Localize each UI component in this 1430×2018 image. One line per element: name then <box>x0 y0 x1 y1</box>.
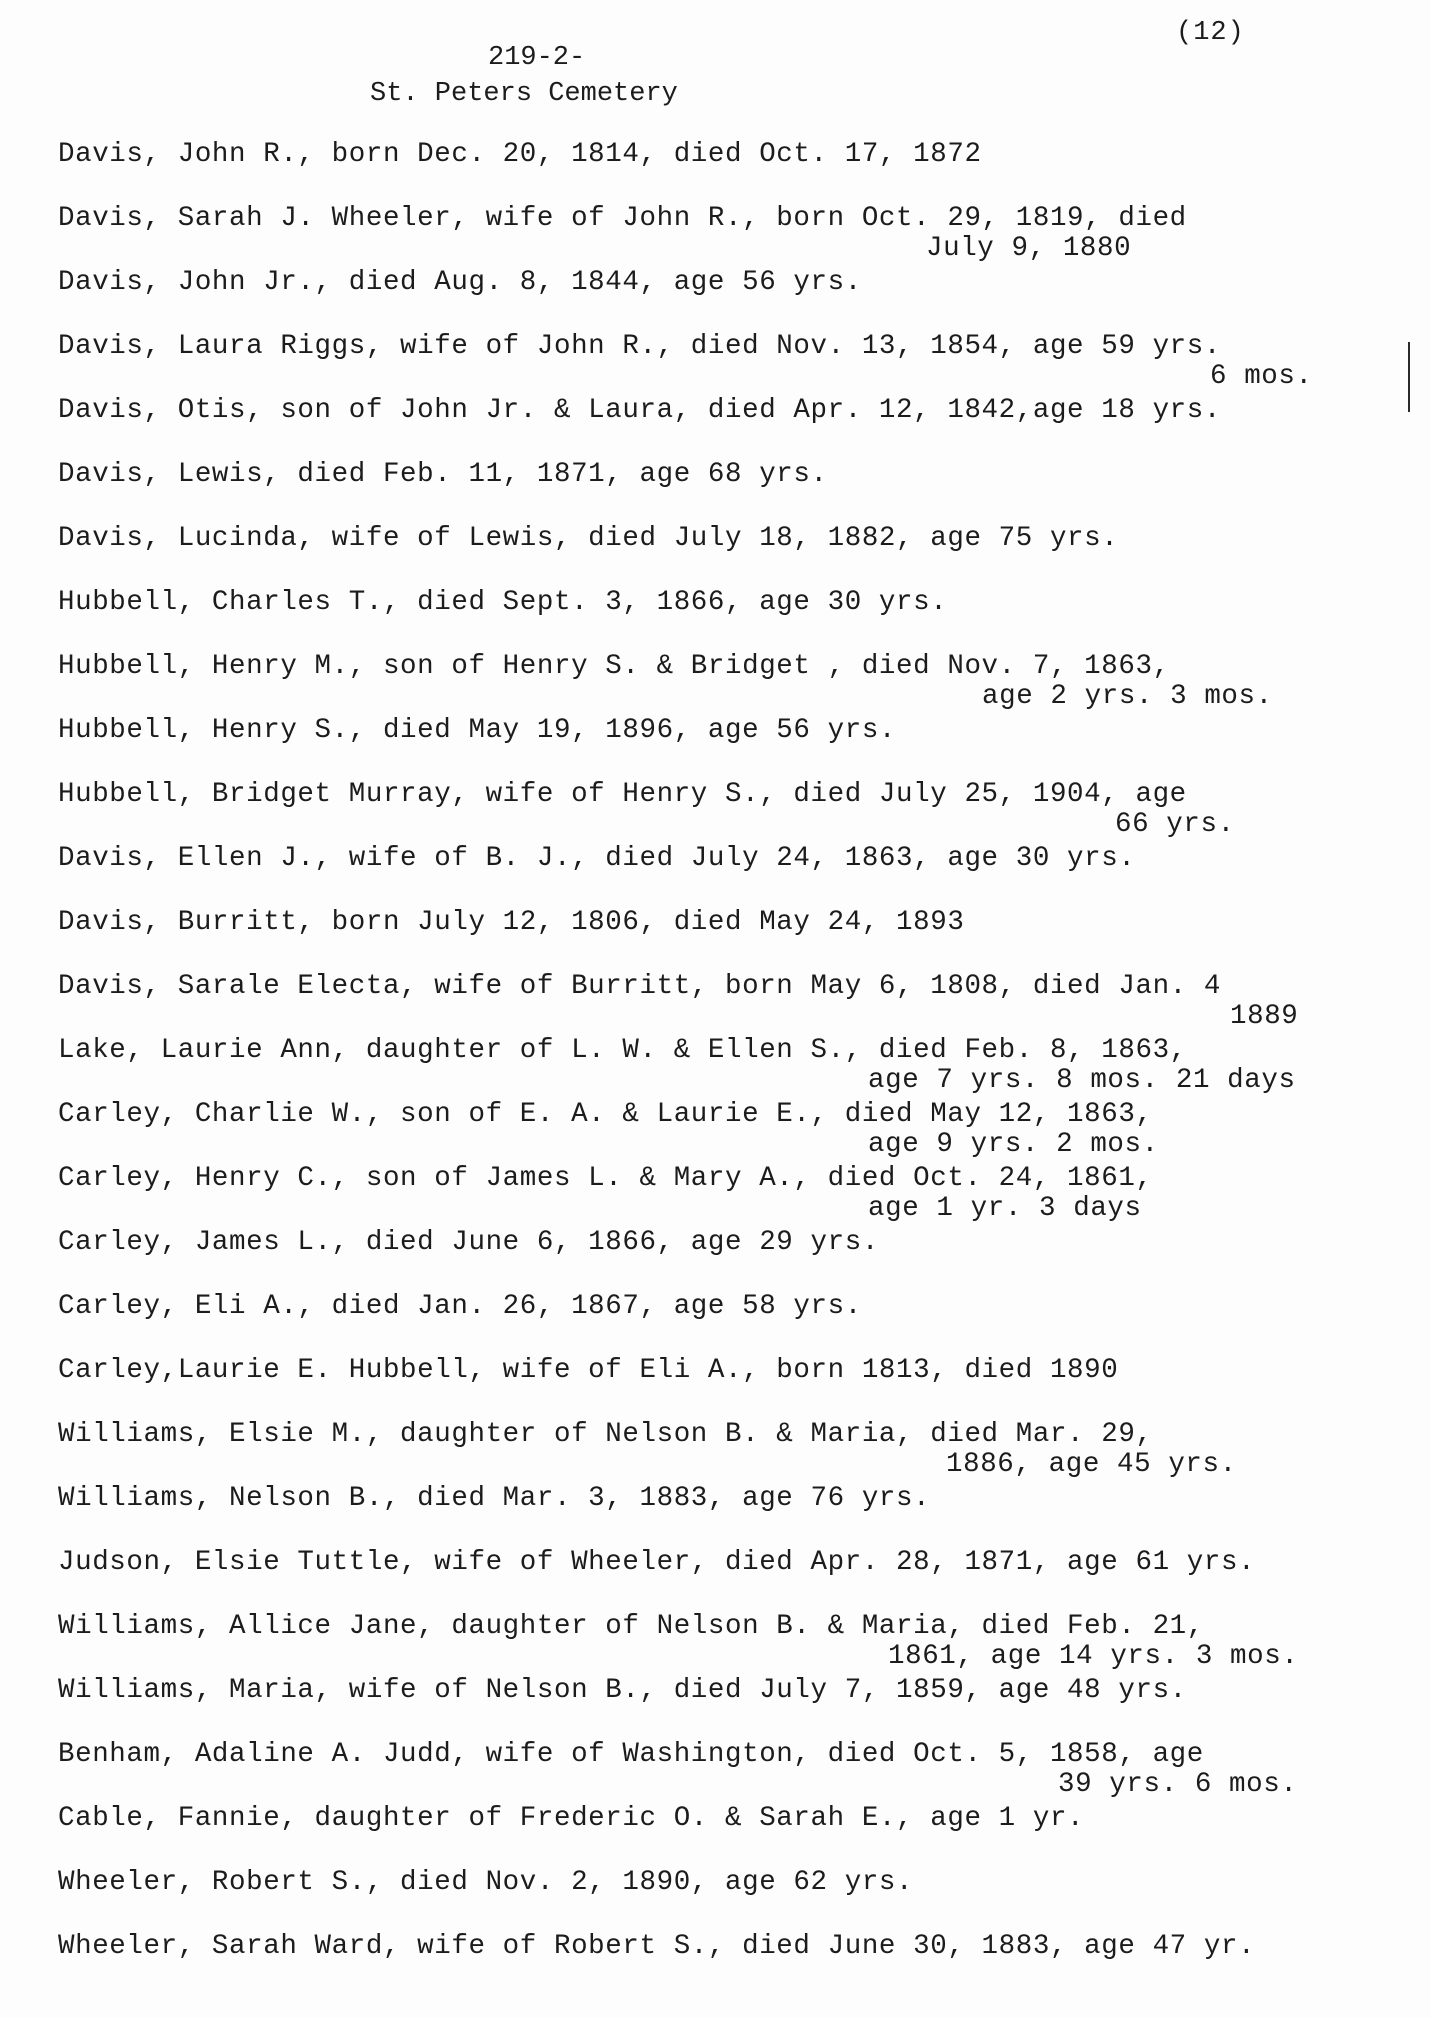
burial-entry <box>58 1162 1408 1226</box>
entry-text: Davis, Lucinda, wife of Lewis, died July 18, 1882, age 75 yrs. <box>58 523 1119 554</box>
burial-entry <box>58 586 1408 650</box>
burial-entry <box>58 1482 1408 1546</box>
entry-text: Benham, Adaline A. Judd, wife of Washington, died Oct. 5, 1858, age <box>58 1739 1204 1770</box>
entry-continuation: 66 yrs. <box>1115 809 1235 840</box>
entry-text: Wheeler, Robert S., died Nov. 2, 1890, age 62 yrs. <box>58 1867 914 1898</box>
burial-entry <box>58 138 1408 202</box>
burial-entry <box>58 842 1408 906</box>
entry-text: Carley, James L., died June 6, 1866, age 29 yrs. <box>58 1227 879 1258</box>
entry-text: Hubbell, Bridget Murray, wife of Henry S., died July 25, 1904, age <box>58 779 1187 810</box>
page-number: (12) <box>1176 18 1245 48</box>
entry-continuation: 1889 <box>1230 1001 1299 1032</box>
entry-text: Carley, Eli A., died Jan. 26, 1867, age 58 yrs. <box>58 1291 862 1322</box>
burial-entry <box>58 1290 1408 1354</box>
entry-text: Judson, Elsie Tuttle, wife of Wheeler, died Apr. 28, 1871, age 61 yrs. <box>58 1547 1256 1578</box>
entry-continuation: age 7 yrs. 8 mos. 21 days <box>868 1065 1296 1096</box>
entry-text: Carley, Henry C., son of James L. & Mary A., died Oct. 24, 1861, <box>58 1163 1153 1194</box>
entry-continuation: age 9 yrs. 2 mos. <box>868 1129 1159 1160</box>
entry-text: Davis, Lewis, died Feb. 11, 1871, age 68 yrs. <box>58 459 828 490</box>
entry-text: Davis, John Jr., died Aug. 8, 1844, age 56 yrs. <box>58 267 862 298</box>
entry-text: Davis, Laura Riggs, wife of John R., died Nov. 13, 1854, age 59 yrs. <box>58 331 1221 362</box>
burial-entry <box>58 906 1408 970</box>
entry-text: Hubbell, Henry S., died May 19, 1896, age 56 yrs. <box>58 715 897 746</box>
burial-entry <box>58 394 1408 458</box>
entry-continuation: age 2 yrs. 3 mos. <box>982 681 1273 712</box>
burial-entry <box>58 1738 1408 1802</box>
burial-entry <box>58 522 1408 586</box>
entry-continuation: 1861, age 14 yrs. 3 mos. <box>888 1641 1299 1672</box>
entry-continuation: 1886, age 45 yrs. <box>946 1449 1237 1480</box>
burial-entry <box>58 650 1408 714</box>
entry-text: Williams, Elsie M., daughter of Nelson B. & Maria, died Mar. 29, <box>58 1419 1153 1450</box>
entry-text: Davis, Otis, son of John Jr. & Laura, died Apr. 12, 1842,age 18 yrs. <box>58 395 1221 426</box>
entry-text: Carley, Charlie W., son of E. A. & Laurie E., died May 12, 1863, <box>58 1099 1153 1130</box>
entry-text: Hubbell, Henry M., son of Henry S. & Bridget , died Nov. 7, 1863, <box>58 651 1170 682</box>
entry-text: Wheeler, Sarah Ward, wife of Robert S., died June 30, 1883, age 47 yr. <box>58 1931 1256 1962</box>
burial-entry <box>58 1866 1408 1930</box>
burial-entry <box>58 1674 1408 1738</box>
entry-continuation: 39 yrs. 6 mos. <box>1058 1769 1298 1800</box>
entry-text: Williams, Nelson B., died Mar. 3, 1883, age 76 yrs. <box>58 1483 931 1514</box>
entry-text: Hubbell, Charles T., died Sept. 3, 1866, age 30 yrs. <box>58 587 948 618</box>
burial-entry <box>58 1354 1408 1418</box>
entry-text: Davis, John R., born Dec. 20, 1814, died Oct. 17, 1872 <box>58 139 982 170</box>
entry-text: Carley,Laurie E. Hubbell, wife of Eli A., born 1813, died 1890 <box>58 1355 1119 1386</box>
burial-entry <box>58 1930 1408 1994</box>
burial-entry <box>58 1802 1408 1866</box>
entry-text: Davis, Sarale Electa, wife of Burritt, born May 6, 1808, died Jan. 4 <box>58 971 1221 1002</box>
burial-entry <box>58 970 1408 1034</box>
entry-text: Williams, Allice Jane, daughter of Nelson B. & Maria, died Feb. 21, <box>58 1611 1204 1642</box>
entry-continuation: 6 mos. <box>1210 361 1313 392</box>
burial-entry <box>58 1098 1408 1162</box>
entry-continuation: age 1 yr. 3 days <box>868 1193 1142 1224</box>
document-header <box>370 40 678 112</box>
entry-text: Davis, Sarah J. Wheeler, wife of John R., born Oct. 29, 1819, died <box>58 203 1187 234</box>
entry-text: Williams, Maria, wife of Nelson B., died July 7, 1859, age 48 yrs. <box>58 1675 1187 1706</box>
burial-entry <box>58 330 1408 394</box>
page-title: St. Peters Cemetery <box>370 79 678 109</box>
reference-number: 219-2- <box>488 43 586 73</box>
burial-entry <box>58 266 1408 330</box>
burial-entry <box>58 458 1408 522</box>
entry-text: Lake, Laurie Ann, daughter of L. W. & Ellen S., died Feb. 8, 1863, <box>58 1035 1187 1066</box>
entry-text: Cable, Fannie, daughter of Frederic O. & Sarah E., age 1 yr. <box>58 1803 1085 1834</box>
burial-entry <box>58 1418 1408 1482</box>
entry-continuation: July 9, 1880 <box>926 233 1132 264</box>
burial-entry <box>58 714 1408 778</box>
entry-text: Davis, Ellen J., wife of B. J., died July 24, 1863, age 30 yrs. <box>58 843 1136 874</box>
burial-entry <box>58 202 1408 266</box>
burial-entry <box>58 1610 1408 1674</box>
burial-entry <box>58 1034 1408 1098</box>
burial-entry <box>58 778 1408 842</box>
burial-entry <box>58 1546 1408 1610</box>
burial-entry <box>58 1226 1408 1290</box>
margin-bracket-mark <box>1408 342 1410 412</box>
entry-text: Davis, Burritt, born July 12, 1806, died May 24, 1893 <box>58 907 965 938</box>
burial-entry-list <box>58 138 1408 1994</box>
